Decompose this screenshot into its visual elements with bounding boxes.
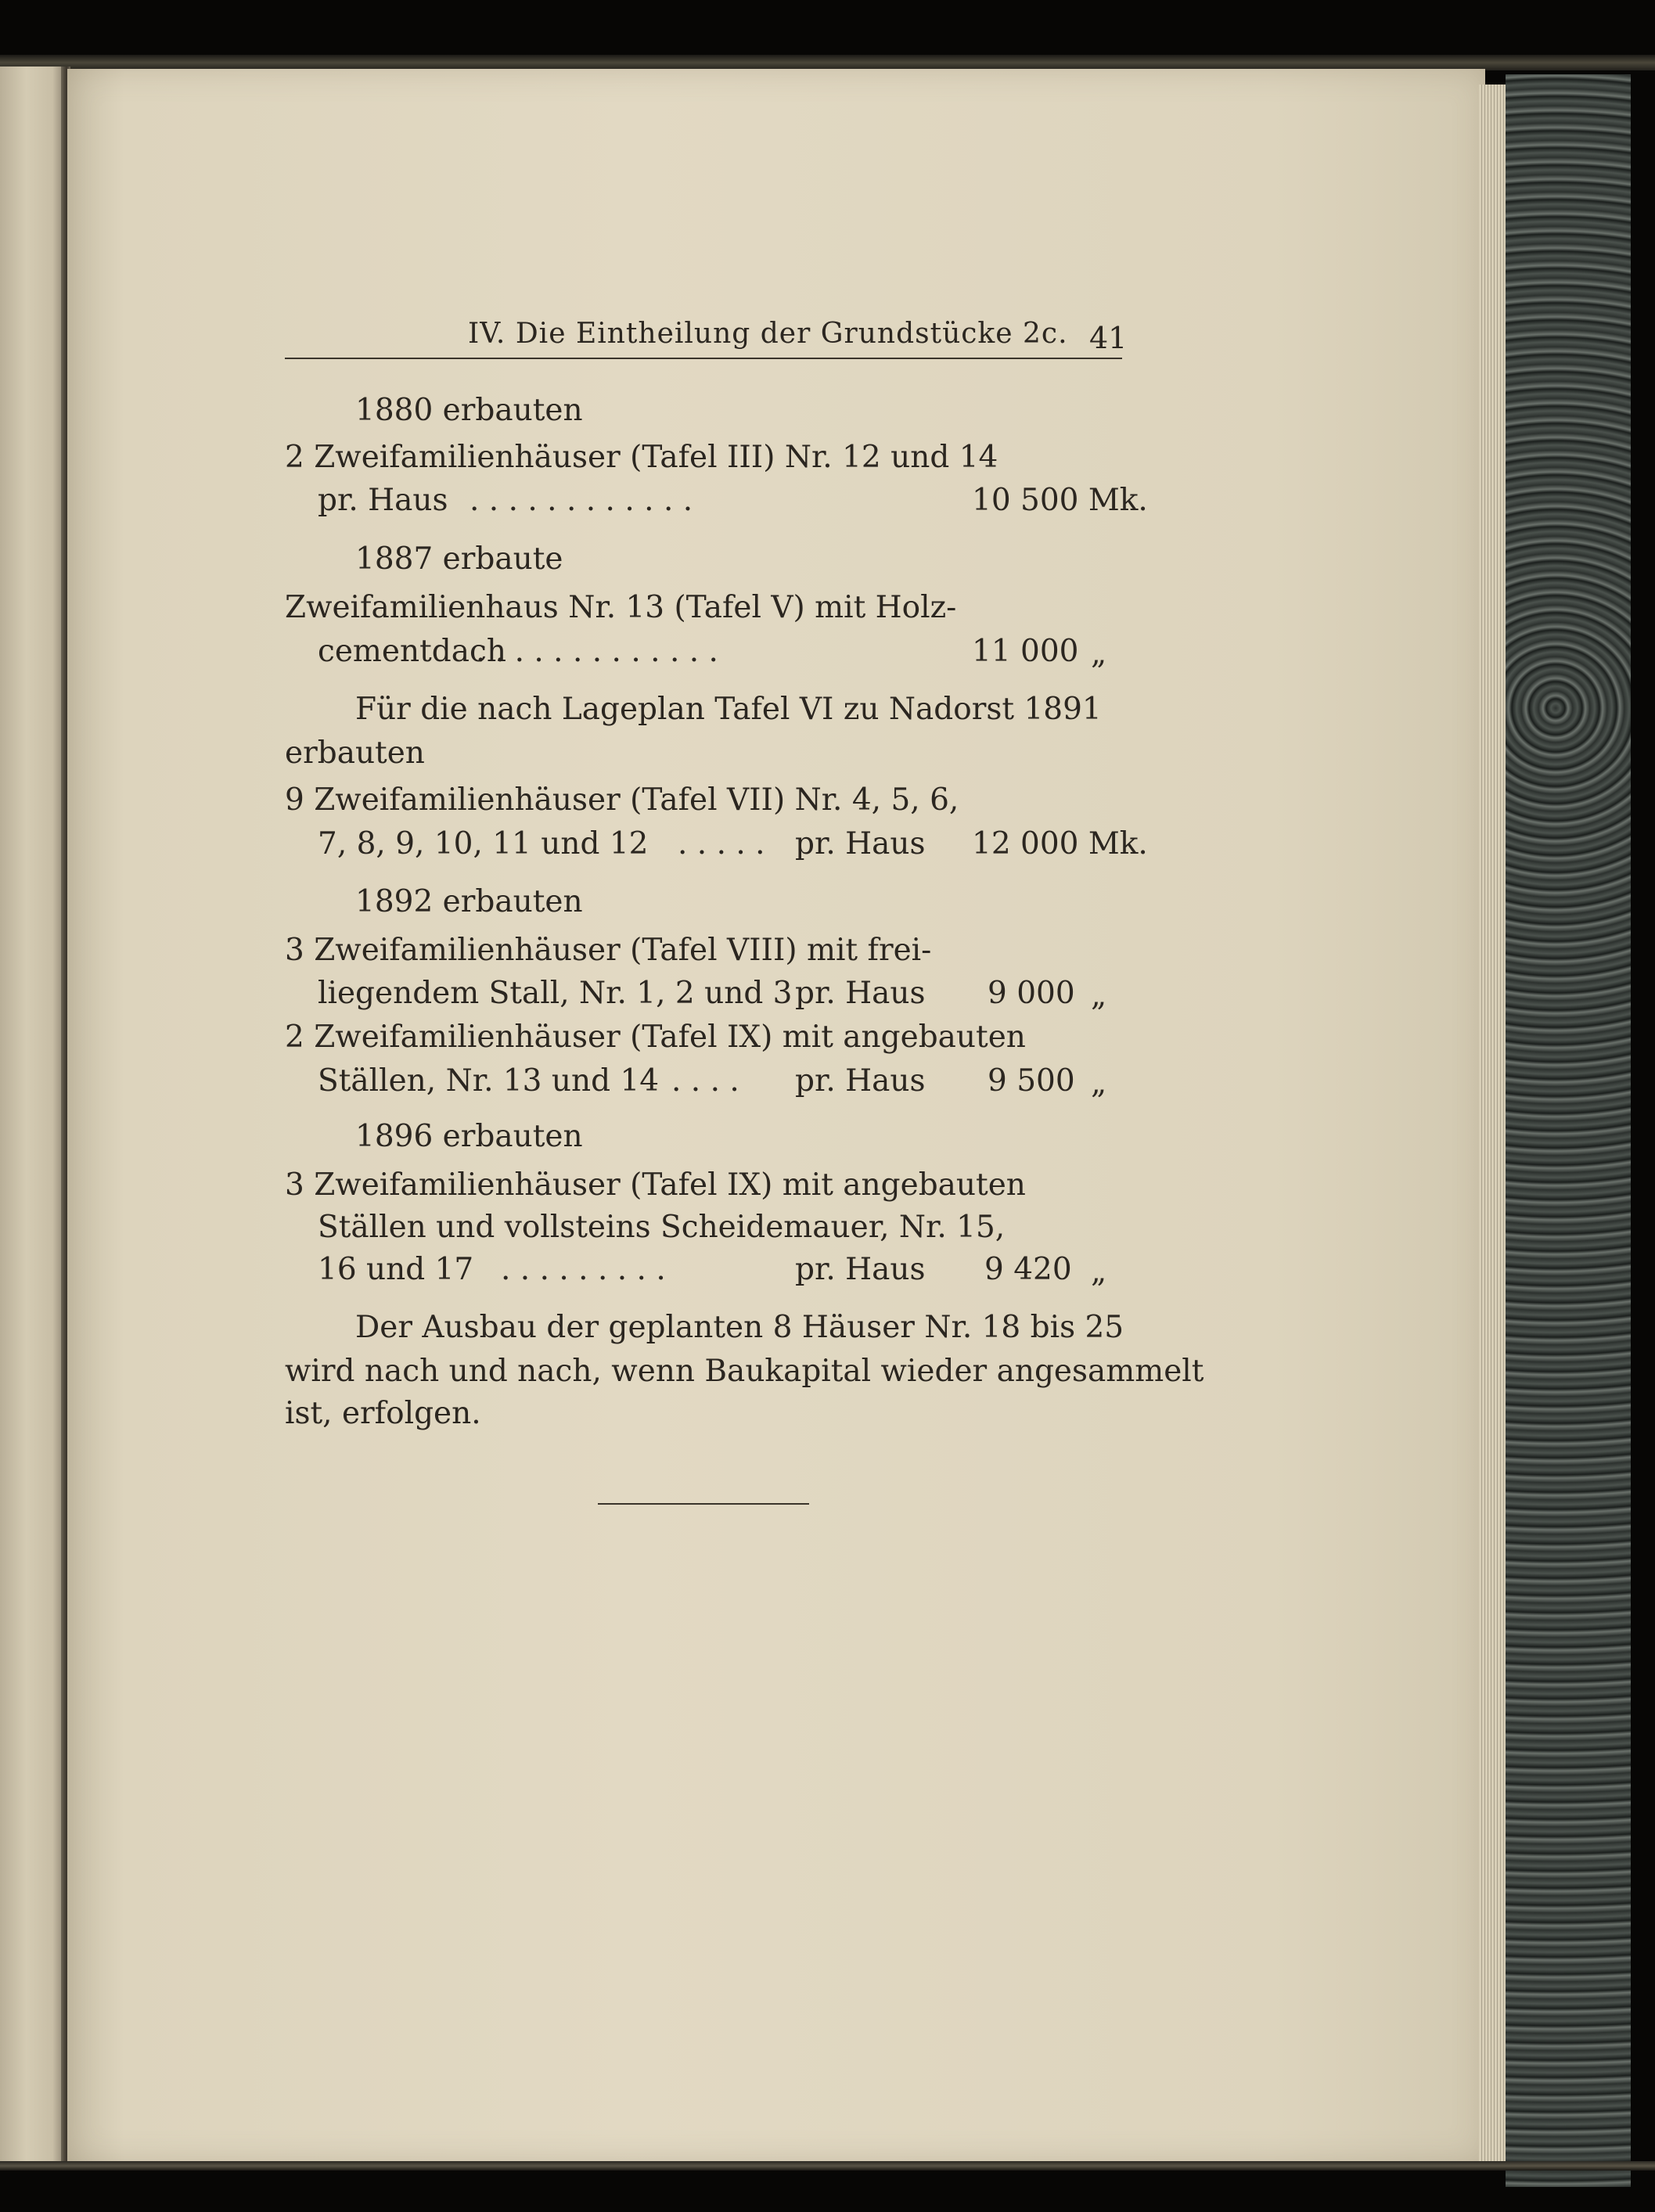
entry-1887-price: 11 000 <box>972 634 1079 669</box>
entry-1880-unit: pr. Haus <box>318 483 448 518</box>
entry-1892a-ditto: „ <box>1091 978 1107 1013</box>
entry-1896-price: 9 420 <box>984 1252 1072 1287</box>
book-top-edge <box>0 55 1655 70</box>
entry-1892b-ditto: „ <box>1091 1066 1107 1101</box>
entry-1892b-line1: 2 Zweifamilienhäuser (Tafel IX) mit angebauten <box>285 1020 1026 1055</box>
entry-1892b-leader: . . . . <box>671 1063 739 1099</box>
entry-1892b-unit: pr. Haus <box>795 1063 926 1099</box>
section-heading-1880: 1880 erbauten <box>355 393 583 428</box>
entry-1892a-unit: pr. Haus <box>795 976 926 1011</box>
previous-page-edge <box>0 67 66 2163</box>
entry-1887-leader: . . . . . . . . . . . . . <box>476 634 718 669</box>
marbled-cover-board <box>1506 74 1631 2187</box>
section-heading-1896: 1896 erbauten <box>355 1119 583 1154</box>
entry-1896-line2: Ställen und vollsteins Scheidemauer, Nr. 15, <box>318 1210 1006 1245</box>
entry-1891-leader: . . . . . <box>678 826 765 861</box>
entry-1892a-line2: liegendem Stall, Nr. 1, 2 und 3 <box>318 976 793 1011</box>
page-number: 41 <box>1089 321 1128 355</box>
page-stack-edges <box>1479 85 1506 2166</box>
entry-1896-line3: 16 und 17 <box>318 1252 474 1287</box>
entry-1892b-line2: Ställen, Nr. 13 und 14 <box>318 1063 660 1099</box>
paragraph-1891-line1: Für die nach Lageplan Tafel VI zu Nadorst 1891 <box>355 692 1102 727</box>
section-heading-1887: 1887 erbaute <box>355 541 563 577</box>
entry-1880-leader: . . . . . . . . . . . . <box>470 483 693 518</box>
closing-line3: ist, erfolgen. <box>285 1396 481 1431</box>
entry-1891-line1: 9 Zweifamilienhäuser (Tafel VII) Nr. 4, 5, 6, <box>285 782 959 818</box>
end-rule <box>598 1503 809 1505</box>
entry-1887-ditto: „ <box>1091 636 1107 671</box>
entry-1896-unit: pr. Haus <box>795 1252 926 1287</box>
entry-1887-line2: cementdach <box>318 634 506 669</box>
entry-1896-ditto: „ <box>1091 1254 1107 1289</box>
entry-1880-line1: 2 Zweifamilienhäuser (Tafel III) Nr. 12 und 14 <box>285 440 998 475</box>
entry-1891-line2: 7, 8, 9, 10, 11 und 12 <box>318 826 649 861</box>
entry-1891-unit: pr. Haus <box>795 826 926 861</box>
running-header: IV. Die Eintheilung der Grundstücke 2c. <box>468 318 1068 350</box>
book-bottom-edge <box>0 2161 1655 2171</box>
entry-1896-leader: . . . . . . . . . <box>501 1252 666 1287</box>
closing-line2: wird nach und nach, wenn Baukapital wieder angesammelt <box>285 1354 1204 1389</box>
header-rule <box>285 358 1122 359</box>
closing-line1: Der Ausbau der geplanten 8 Häuser Nr. 18 bis 25 <box>355 1310 1124 1345</box>
entry-1892a-price: 9 000 <box>988 976 1075 1011</box>
paragraph-1891-line2: erbauten <box>285 736 425 771</box>
entry-1891-price: 12 000 Mk. <box>972 826 1148 861</box>
section-heading-1892: 1892 erbauten <box>355 884 583 919</box>
entry-1880-price: 10 500 Mk. <box>972 483 1148 518</box>
page <box>67 69 1485 2163</box>
entry-1892a-line1: 3 Zweifamilienhäuser (Tafel VIII) mit frei- <box>285 933 932 968</box>
entry-1887-line1: Zweifamilienhaus Nr. 13 (Tafel V) mit Holz- <box>285 590 957 625</box>
entry-1896-line1: 3 Zweifamilienhäuser (Tafel IX) mit angebauten <box>285 1167 1026 1203</box>
entry-1892b-price: 9 500 <box>988 1063 1075 1099</box>
